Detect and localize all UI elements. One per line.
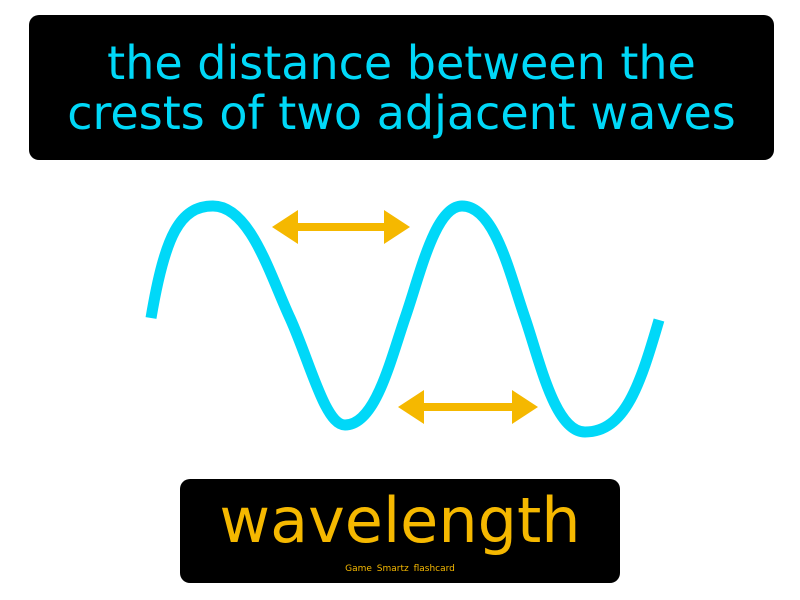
double-arrow-icon-top — [272, 210, 410, 244]
arrow-head-left-bottom — [398, 390, 424, 424]
double-arrow-icon-bottom — [398, 390, 538, 424]
arrow-head-left-top — [272, 210, 298, 244]
brand-caption: Game Smartz flashcard — [345, 564, 455, 574]
definition-panel — [29, 15, 774, 160]
sine-wave-icon — [151, 206, 659, 432]
arrow-head-right-top — [384, 210, 410, 244]
definition-line-2: crests of two adjacent waves — [67, 85, 736, 140]
term-title: wavelength — [219, 484, 581, 557]
definition-line-1: the distance between the — [107, 35, 696, 90]
term-panel — [180, 479, 620, 583]
arrow-head-right-bottom — [512, 390, 538, 424]
